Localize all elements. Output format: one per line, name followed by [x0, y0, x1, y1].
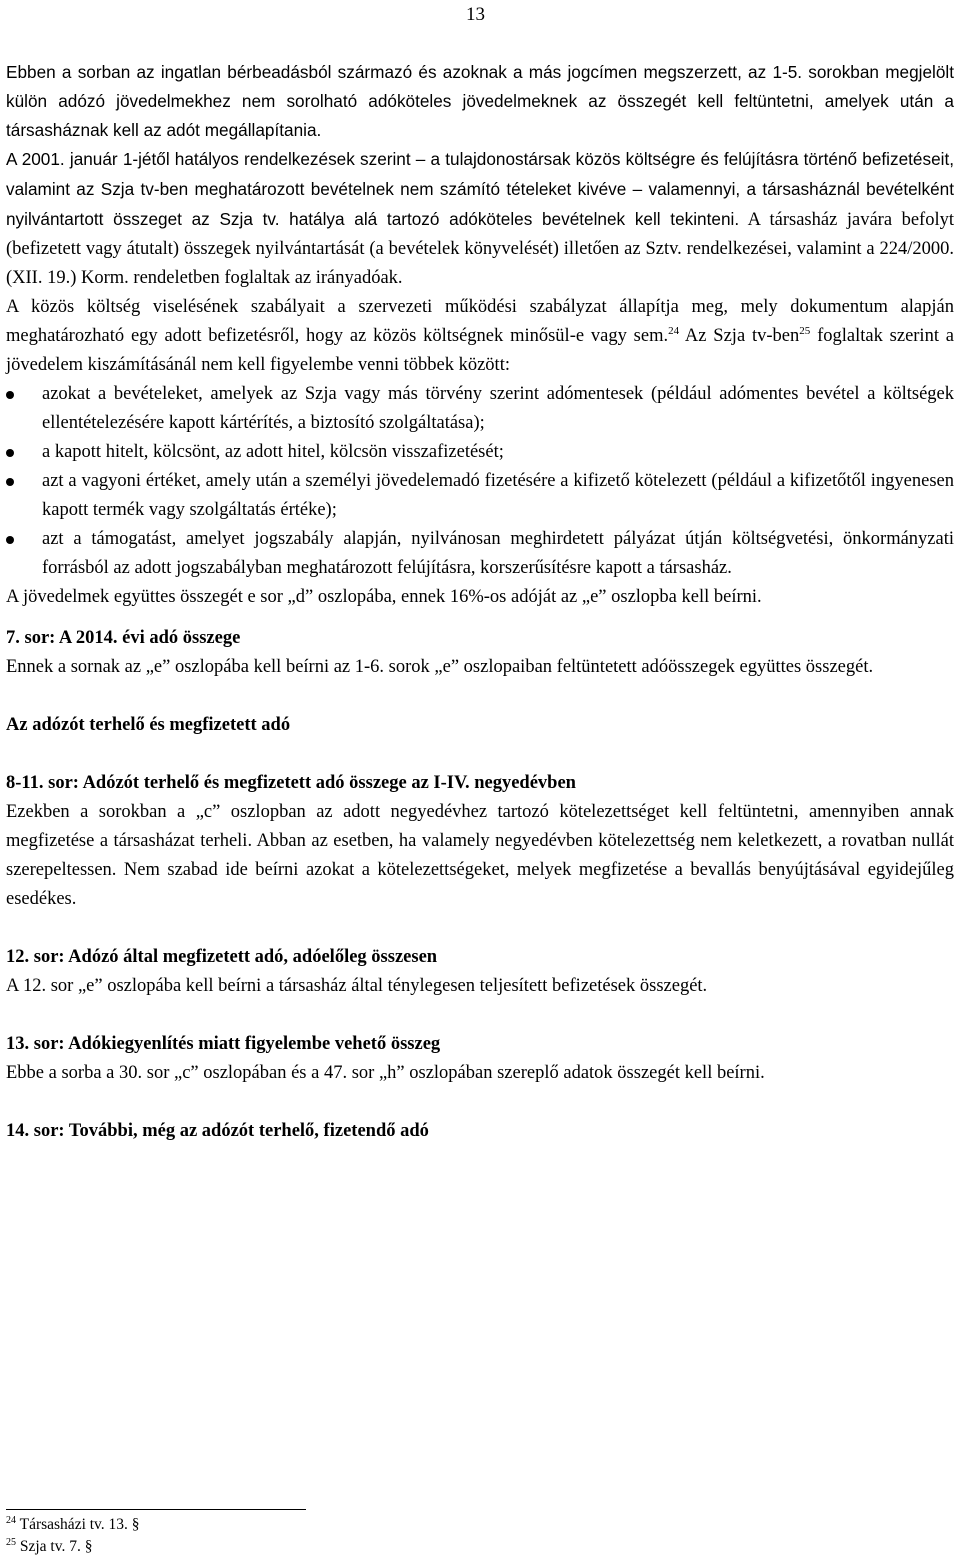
section-8-11-text: Ezekben a sorokban a „c” oszlopban az adott negyedévhez tartozó kötelezettséget kell feltüntetni, amennyiben annak megfizetése a társasházat terheli. Abban az esetben, ha valamely negyedévben kötelezettség nem keletkezett, a rovatban nullát szerepeltessen. Nem szabad ide beírni azokat a kötelezettségeket, melyek megfizetése a bevallás benyújtásával egyidejűleg esedékes. [6, 802, 954, 909]
list-item-text: azt a vagyoni értéket, amely után a személyi jövedelemadó fizetésére a kifizető kötelezett (például a kifizetőtől ingyenesen kapott termék vagy szolgáltatás értéke); [42, 471, 954, 520]
footnote-24 [6, 1514, 140, 1536]
section-7-text: Ennek a sornak az „e” oszlopába kell beírni az 1-6. sorok „e” oszlopaiban feltüntetett adóösszegek együttes összegét. [6, 657, 874, 677]
footnote-ref-25: 25 [799, 324, 811, 337]
section-13-heading: 13. sor: Adókiegyenlítés miatt figyelembe vehető összeg [6, 1034, 441, 1054]
section-7-heading: 7. sor: A 2014. évi adó összege [6, 628, 241, 648]
footnote-ref-24: 24 [668, 324, 680, 337]
list-item [6, 380, 954, 438]
section-tax-heading: Az adózót terhelő és megfizetett adó [6, 715, 291, 735]
list-item-text: azokat a bevételeket, amelyek az Szja vagy más törvény szerint adómentesek (például adómentes bevétel a költségek ellentételezésére kapott kártérítés, a biztosító szolgáltatása); [42, 384, 954, 433]
section-14-heading: 14. sor: További, még az adózót terhelő, fizetendő adó [6, 1121, 429, 1141]
bullet-icon [6, 536, 14, 544]
bullet-icon [6, 478, 14, 486]
page-number: 13 [466, 4, 485, 25]
list-item [6, 467, 954, 525]
footnote-number: 24 [6, 1514, 16, 1526]
bullet-icon [6, 391, 14, 399]
bullet-icon [6, 449, 14, 457]
footnote-number: 25 [6, 1536, 16, 1548]
list-item [6, 438, 954, 467]
paragraph-common-cost-b: Az Szja tv-ben [684, 326, 800, 346]
paragraph-common-cost [6, 293, 954, 380]
paragraph-2001-rules-b: A társasház javára befolyt (befizetett vagy átutalt) összegek nyilvántartását (a bevételek könyvelését) illetően az Sztv. rendelkezései, valamint a 224/2000. (XII. 19.) Korm. rendeletben foglaltak az irányadóak. [6, 210, 954, 288]
section-12-heading: 12. sor: Adózó által megfizetett adó, adóelőleg összesen [6, 947, 438, 967]
section-8-11-heading: 8-11. sor: Adózót terhelő és megfizetett adó összege az I-IV. negyedévben [6, 773, 576, 793]
paragraph-2001-rules-a: A 2001. január 1-jétől hatályos rendelkezések szerint – a tulajdonostársak közös költségre és felújításra történő befizetéseit, valamint az Szja tv-ben meghatározott bevételnek nem számító tételeket kivéve – valamennyi, a társasháznál bevételként nyilvántartott összeget az Szja tv. hatálya alá tartozó adóköteles bevételnek kell tekinteni. [6, 149, 954, 229]
paragraph-common-cost-c: foglaltak szerint a jövedelem kiszámításánál nem kell figyelembe venni többek között: [6, 326, 955, 375]
paragraph-intro: Ebben a sorban az ingatlan bérbeadásból származó és azoknak a más jogcímen megszerzett, az 1-5. sorokban megjelölt külön adózó jövedelmekhez nem sorolható adóköteles jövedelmeknek az összegét kell feltüntetni, amelyek után a társasháznak kell az adót megállapítania. [6, 62, 954, 140]
list-item [6, 525, 954, 583]
footnote-text: Szja tv. 7. § [19, 1538, 93, 1555]
list-item-text: a kapott hitelt, kölcsönt, az adott hitel, kölcsön visszafizetését; [42, 442, 504, 462]
section-12-text: A 12. sor „e” oszlopába kell beírni a társasház által ténylegesen teljesített befizetések összegét. [6, 976, 708, 996]
footnotes [6, 1514, 140, 1558]
footnote-text: Társasházi tv. 13. § [19, 1516, 140, 1533]
paragraph-2001-rules [6, 145, 954, 293]
footnote-25 [6, 1536, 140, 1558]
document-body [6, 58, 954, 1146]
paragraph-common-cost-a: A közös költség viselésének szabályait a szervezeti működési szabályzat állapítja meg, mely dokumentum alapján meghatározható egy adott befizetésről, hogy az közös költségnek minősül-e vagy sem. [6, 297, 954, 346]
list-item-text: azt a támogatást, amelyet jogszabály alapján, nyilvánosan meghirdetett pályázat útján költségvetési, önkormányzati forrásból az adott jogszabályban meghatározott felújításra, korszerűsítésre kapott a társasház. [42, 529, 954, 578]
exclusion-list [6, 380, 954, 583]
footnote-divider [6, 1509, 306, 1510]
section-13-text: Ebbe a sorba a 30. sor „c” oszlopában és a 47. sor „h” oszlopában szereplő adatok összegét kell beírni. [6, 1063, 765, 1083]
paragraph-income-total: A jövedelmek együttes összegét e sor „d” oszlopába, ennek 16%-os adóját az „e” oszlopba kell beírni. [6, 587, 762, 607]
